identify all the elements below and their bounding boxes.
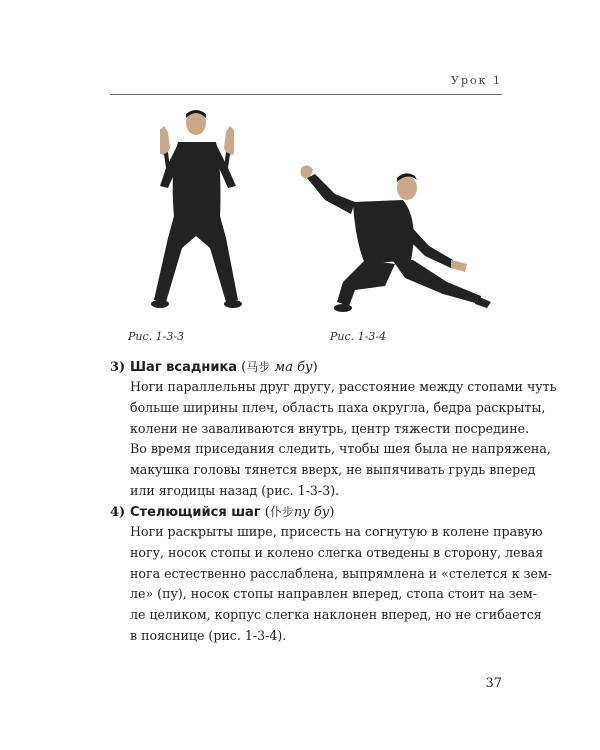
text-line: Во время приседания следить, чтобы шея была не напряжена, — [130, 441, 551, 457]
section-crouching-step — [110, 503, 552, 647]
chinese-term: 马步 — [246, 360, 271, 374]
paren-open: ( — [237, 360, 247, 375]
paren-close: ) — [312, 360, 318, 375]
text-line: ле» (пу), носок стопы направлен вперед, стопа стоит на зем- — [130, 586, 538, 602]
text-line: больше ширины плеч, область паха округла, бедра раскрыты, — [130, 399, 546, 415]
paren-close: ) — [329, 505, 335, 520]
paren-open: ( — [260, 505, 270, 520]
section-body — [130, 522, 552, 647]
text-line: нога естественно расслаблена, выпрямлена и «стелется к зем- — [130, 565, 552, 581]
figure-horse-stance — [130, 108, 270, 318]
horse-stance-photo — [130, 108, 270, 318]
crouching-step-photo — [295, 160, 495, 318]
figure-crouching-step — [295, 160, 495, 318]
text-line: или ягодицы назад (рис. 1-3-3). — [130, 482, 340, 498]
section-number: 3) — [110, 360, 126, 375]
page-number: 37 — [485, 676, 502, 691]
running-header — [110, 72, 502, 95]
section-horse-stance — [110, 358, 557, 502]
transliteration: ма бу — [270, 360, 313, 375]
section-heading — [110, 503, 510, 522]
text-line: ногу, носок стопы и колено слегка отведены в сторону, левая — [130, 544, 544, 560]
section-number: 4) — [110, 505, 126, 520]
text-line: колени не заваливаются внутрь, центр тяжести посредине. — [130, 420, 530, 436]
text-line: в пояснице (рис. 1-3-4). — [130, 627, 287, 643]
figure-caption-2: Рис. 1-3-4 — [330, 330, 387, 343]
running-title: Урок 1 — [451, 74, 502, 87]
transliteration: пу бу — [293, 505, 330, 520]
section-body — [130, 377, 557, 502]
section-title: Стелющийся шаг — [130, 505, 261, 520]
section-title: Шаг всадника — [130, 360, 238, 375]
text-line: Ноги раскрыты шире, присесть на согнутую в колене правую — [130, 524, 543, 539]
text-line: Ноги параллельны друг другу, расстояние между стопами чуть — [130, 379, 557, 394]
chinese-term: 仆步 — [269, 505, 294, 519]
section-heading — [110, 358, 510, 377]
text-line: ле целиком, корпус слегка наклонен вперед, но не сгибается — [130, 607, 542, 623]
figure-caption-1: Рис. 1-3-3 — [128, 330, 185, 343]
text-line: макушка головы тянется вверх, не выпячивать грудь вперед — [130, 462, 536, 478]
